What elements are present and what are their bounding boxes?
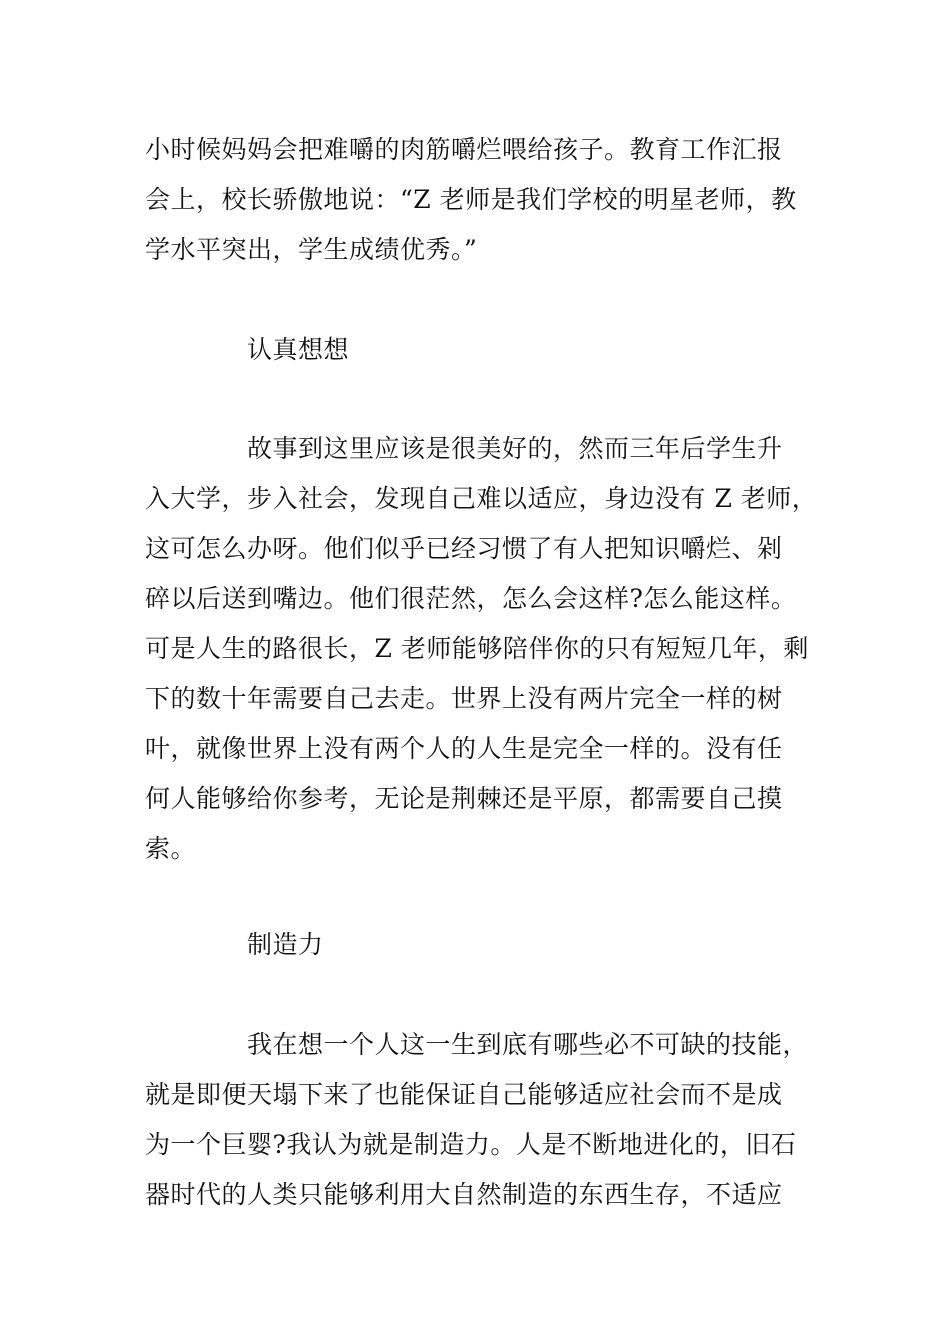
paragraph-creativity bbox=[145, 1020, 810, 1220]
text-line: 下的数十年需要自己去走。世界上没有两片完全一样的树 bbox=[145, 684, 783, 713]
text-line: 我在想一个人这一生到底有哪些必不可缺的技能， bbox=[247, 1030, 809, 1059]
text-line: 小时候妈妈会把难嚼的肉筋嚼烂喂给孩子。教育工作汇报 bbox=[145, 135, 783, 164]
paragraph-story bbox=[145, 424, 818, 874]
text-line: 故事到这里应该是很美好的，然而三年后学生升 bbox=[247, 434, 783, 463]
paragraph-intro bbox=[145, 125, 810, 275]
text-line: 索。 bbox=[145, 834, 197, 863]
text-line: 入大学，步入社会，发现自己难以适应，身边没有 Z 老师， bbox=[145, 484, 818, 513]
text-line: 叶，就像世界上没有两个人的人生是完全一样的。没有任 bbox=[145, 734, 783, 763]
text-line: 学水平突出，学生成绩优秀。” bbox=[145, 235, 478, 264]
text-line: 就是即便天塌下来了也能保证自己能够适应社会而不是成 bbox=[145, 1080, 783, 1109]
text-line: 何人能够给你参考，无论是荆棘还是平原，都需要自己摸 bbox=[145, 784, 783, 813]
section-heading-creativity bbox=[145, 920, 810, 970]
text-line: 器时代的人类只能够利用大自然制造的东西生存，不适应 bbox=[145, 1180, 783, 1209]
text-line: 可是人生的路很长，Z 老师能够陪伴你的只有短短几年，剩 bbox=[145, 634, 809, 663]
section-heading-think bbox=[145, 325, 810, 375]
text-line: 这可怎么办呀。他们似乎已经习惯了有人把知识嚼烂、剁 bbox=[145, 534, 783, 563]
text-line: 碎以后送到嘴边。他们很茫然，怎么会这样?怎么能这样。 bbox=[145, 584, 797, 613]
text-line: 为一个巨婴?我认为就是制造力。人是不断地进化的，旧石 bbox=[145, 1130, 797, 1159]
heading-text: 制造力 bbox=[247, 930, 324, 959]
text-line: 会上，校长骄傲地说：“Z 老师是我们学校的明星老师，教 bbox=[145, 185, 797, 214]
heading-text: 认真想想 bbox=[247, 335, 350, 364]
